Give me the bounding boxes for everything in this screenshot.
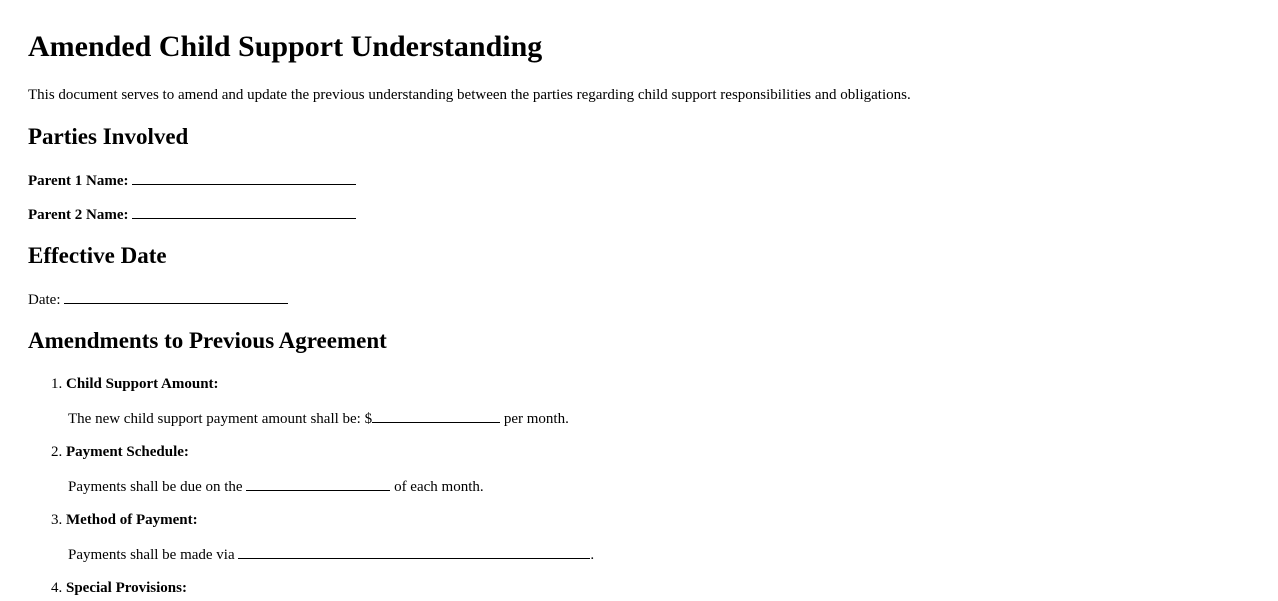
- item-text-after: .: [590, 547, 595, 563]
- amendment-item-1: [51, 375, 219, 393]
- item-text-before: Payments shall be due on the: [68, 479, 247, 495]
- amendments-heading: Amendments to Previous Agreement: [28, 328, 387, 353]
- parent2-label: Parent 2 Name:: [28, 207, 129, 223]
- item-text-before: The new child support payment amount shall be: $: [68, 411, 373, 427]
- amendment-item-3: [51, 511, 198, 529]
- effective-date-heading: Effective Date: [28, 243, 167, 268]
- item-text-before: Payments shall be made via: [68, 547, 239, 563]
- amendment-item-1-text: [68, 409, 569, 428]
- item-text-after: per month.: [500, 411, 569, 427]
- parent1-label: Parent 1 Name:: [28, 173, 129, 189]
- item-title: Special Provisions:: [66, 580, 187, 596]
- item-title: Child Support Amount:: [66, 376, 219, 392]
- item-number: 1.: [51, 376, 63, 392]
- item-title: Payment Schedule:: [66, 444, 189, 460]
- document-title: Amended Child Support Understanding: [28, 30, 543, 63]
- date-field[interactable]: [64, 290, 288, 304]
- amendment-item-2: [51, 443, 189, 461]
- intro-paragraph: This document serves to amend and update the previous understanding between the parties regarding child support responsibilities and obligations.: [28, 87, 911, 103]
- parties-heading: Parties Involved: [28, 124, 189, 149]
- parent2-name-field[interactable]: [132, 205, 356, 219]
- item-number: 2.: [51, 444, 63, 460]
- payment-day-field[interactable]: [246, 477, 390, 491]
- amendment-item-3-text: [68, 545, 594, 564]
- amendment-item-2-text: [68, 477, 484, 496]
- date-label: Date:: [28, 292, 61, 308]
- parent1-line: [28, 171, 356, 190]
- date-line: [28, 290, 288, 309]
- item-text-after: of each month.: [390, 479, 484, 495]
- payment-method-field[interactable]: [238, 545, 590, 559]
- item-number: 4.: [51, 580, 63, 596]
- parent2-line: [28, 205, 356, 224]
- amendment-item-4: [51, 579, 187, 597]
- item-number: 3.: [51, 512, 63, 528]
- parent1-name-field[interactable]: [132, 171, 356, 185]
- support-amount-field[interactable]: [372, 409, 500, 423]
- item-title: Method of Payment:: [66, 512, 198, 528]
